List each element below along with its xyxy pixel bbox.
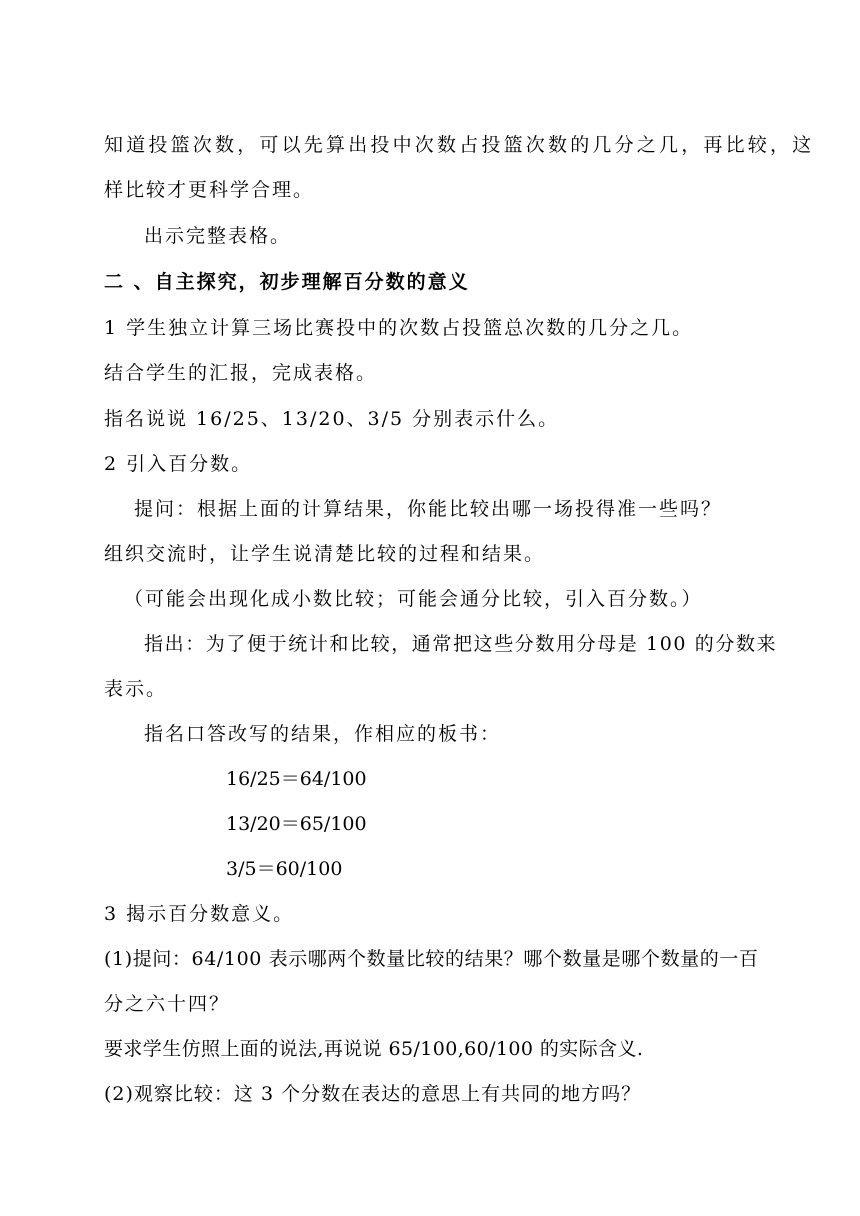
paragraph-line: (2)观察比较：这 3 个分数在表达的意思上有共同的地方吗？	[104, 1083, 642, 1105]
paragraph-line: （可能会出现化成小数比较；可能会通分比较，引入百分数。）	[124, 588, 703, 610]
section-heading: 二 、自主探究，初步理解百分数的意义	[104, 271, 470, 293]
paragraph-line: 1 学生独立计算三场比赛投中的次数占投篮总次数的几分之几。	[104, 317, 694, 339]
equation-line: 16/25＝64/100	[226, 768, 367, 790]
equation-line: 3/5＝60/100	[226, 858, 343, 880]
paragraph-line: 3 揭示百分数意义。	[104, 903, 295, 925]
paragraph-line: 组织交流时，让学生说清楚比较的过程和结果。	[104, 543, 546, 565]
equation-line: 13/20＝65/100	[226, 813, 367, 835]
paragraph-line: 出示完整表格。	[144, 225, 292, 247]
paragraph-line: 2 引入百分数。	[104, 453, 253, 475]
paragraph-line: (1)提问：64/100 表示哪两个数量比较的结果？哪个数量是哪个数量的一百	[104, 948, 759, 970]
paragraph-line: 指出：为了便于统计和比较，通常把这些分数用分母是 100 的分数来	[144, 633, 778, 655]
paragraph-line: 提问：根据上面的计算结果，你能比较出哪一场投得准一些吗？	[134, 498, 723, 520]
paragraph-line: 指名说说 16/25、13/20、3/5 分别表示什么。	[104, 408, 560, 430]
paragraph-line: 样比较才更科学合理。	[104, 179, 315, 201]
paragraph-line: 知道投篮次数，可以先算出投中次数占投篮次数的几分之几，再比较，这	[104, 134, 815, 156]
paragraph-line: 分之六十四？	[104, 993, 231, 1015]
paragraph-line: 结合学生的汇报，完成表格。	[104, 362, 378, 384]
paragraph-line: 要求学生仿照上面的说法,再说说 65/100,60/100 的实际含义.	[104, 1038, 644, 1060]
paragraph-line: 指名口答改写的结果，作相应的板书：	[144, 723, 502, 745]
paragraph-line: 表示。	[104, 678, 168, 700]
